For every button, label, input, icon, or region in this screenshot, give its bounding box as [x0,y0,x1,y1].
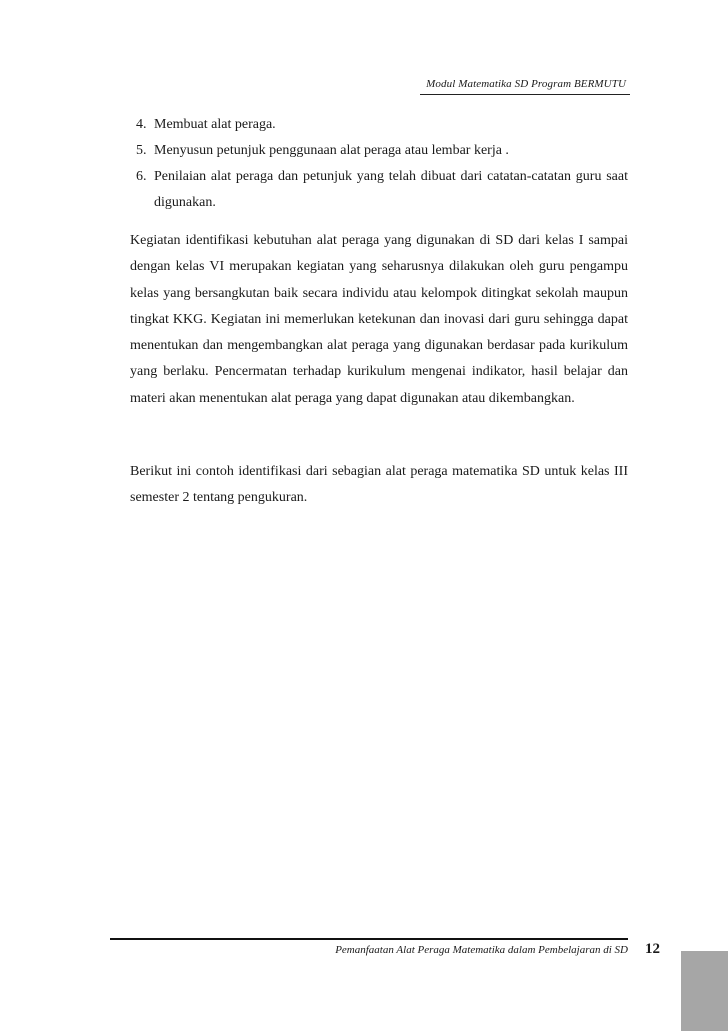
list-item [128,138,628,164]
footer-rule [110,938,628,940]
list-item-number: 4. [136,117,147,132]
list-item [128,164,628,216]
running-footer: Pemanfaatan Alat Peraga Matematika dalam Pembelajaran di SD [335,944,628,956]
running-header: Modul Matematika SD Program BERMUTU [426,78,626,90]
page-tab-decoration [681,951,728,1031]
list-item-number: 5. [136,143,147,158]
page-number: 12 [645,941,660,957]
list-item [128,112,628,138]
body-paragraph: Berikut ini contoh identifikasi dari sebagian alat peraga matematika SD untuk kelas III semester 2 tentang pengukuran. [130,464,628,506]
list-item-text: Menyusun petunjuk penggunaan alat peraga atau lembar kerja . [154,143,509,158]
list-item-number: 6. [136,169,147,184]
list-item-text: Penilaian alat peraga dan petunjuk yang telah dibuat dari catatan-catatan guru saat digunakan. [154,169,628,210]
header-rule [420,94,630,95]
body-paragraph: Kegiatan identifikasi kebutuhan alat peraga yang digunakan di SD dari kelas I sampai dengan kelas VI merupakan kegiatan yang seharusnya dilakukan oleh guru pengampu kelas yang bersangkutan baik secara individu atau kelompok ditingkat sekolah maupun tingkat KKG. Kegiatan ini memerlukan ketekunan dan inovasi dari guru sehingga dapat menentukan dan mengembangkan alat peraga yang digunakan berdasar pada kurikulum yang berlaku. Pencermatan terhadap kurikulum mengenai indikator, hasil belajar dan materi akan menentukan alat peraga yang dapat digunakan atau dikembangkan. [130,233,628,406]
numbered-list [128,112,628,216]
list-item-text: Membuat alat peraga. [154,117,276,132]
